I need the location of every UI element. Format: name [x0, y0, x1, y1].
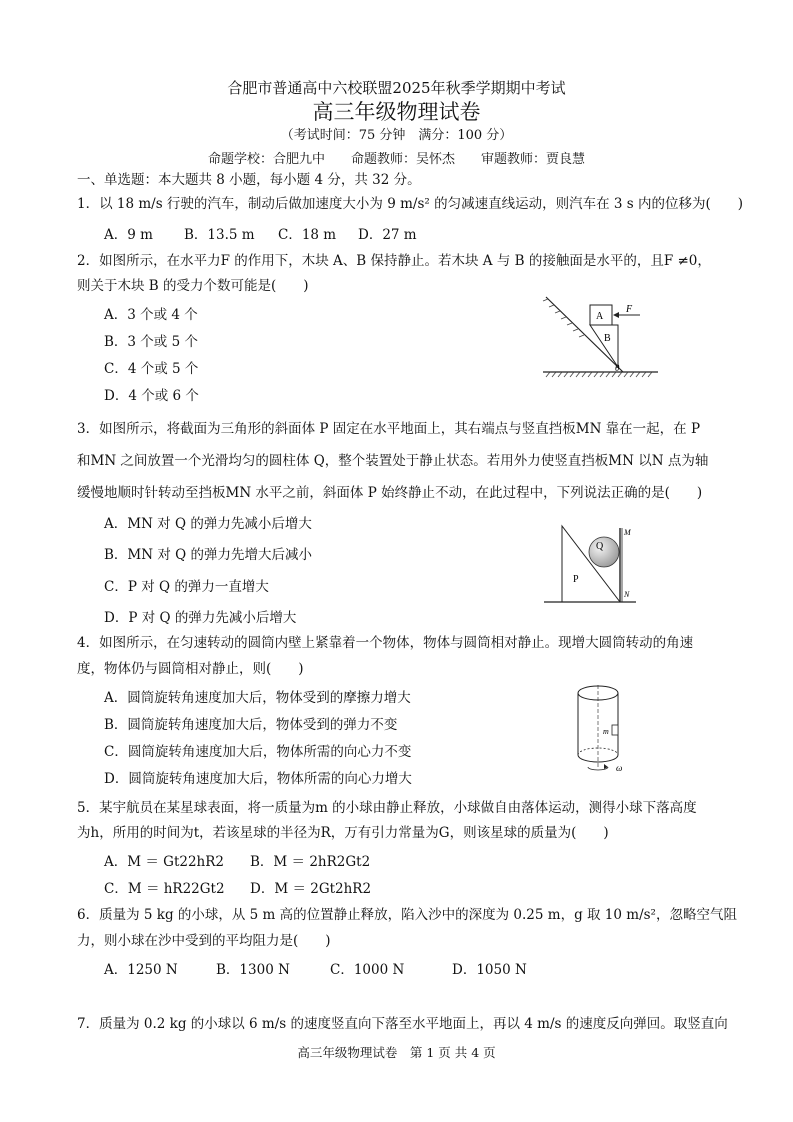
q2-label-b: B: [604, 333, 611, 344]
exam-title-line2: 高三年级物理试卷: [312, 100, 481, 124]
q2-label-a: A: [596, 311, 604, 322]
q3-label-m: M: [624, 528, 631, 537]
q4-option-b: B．圆筒旋转角速度加大后，物体受到的弹力不变: [104, 717, 398, 733]
q7-stem-line1: 7．质量为 0.2 kg 的小球以 6 m/s 的速度竖直向下落至水平地面上，再以 4 m/s 的速度反向弹回。取竖直向: [77, 1016, 728, 1032]
q3-label-q: Q: [596, 541, 604, 552]
q4-stem-line2: 度，物体仍与圆筒相对静止，则( ): [77, 661, 304, 677]
q1-option-c: C．18 m: [278, 227, 337, 243]
q4-option-c: C．圆筒旋转角速度加大后，物体所需的向心力不变: [104, 744, 412, 760]
q6-option-d: D．1050 N: [452, 962, 527, 978]
exam-info: （考试时间：75 分钟 满分：100 分）: [280, 128, 513, 143]
q1-stem: 1．以 18 m/s 行驶的汽车，制动后做加速度大小为 9 m/s² 的匀减速直线运动，则汽车在 3 s 内的位移为( ): [77, 196, 743, 212]
q4-stem-line1: 4．如图所示，在匀速转动的圆筒内壁上紧靠着一个物体，物体与圆筒相对静止。现增大圆筒转动的角速: [77, 635, 694, 651]
q3-label-n: N: [624, 590, 630, 599]
q3-cylinder-q: [589, 537, 619, 567]
q2-force-arrowhead: [613, 312, 619, 318]
q3-figure: [540, 522, 640, 608]
q2-option-b: B．3 个或 5 个: [104, 334, 198, 350]
q1-option-a: A．9 m: [104, 227, 153, 243]
q2-stem-line1: 2．如图所示，在水平力F 的作用下，木块 A、B 保持静止。若木块 A 与 B 的接触面是水平的，且F ≠0，: [77, 253, 711, 269]
q6-stem-line1: 6．质量为 5 kg 的小球，从 5 m 高的位置静止释放，陷入沙中的深度为 0.25 m，g 取 10 m/s²，忽略空气阻: [77, 907, 737, 923]
q6-option-c: C．1000 N: [330, 962, 405, 978]
exam-title-line1: 合肥市普通高中六校联盟2025年秋季学期期中考试: [227, 79, 566, 97]
q5-option-c: C．M ＝ hR22Gt2: [104, 881, 225, 897]
q5-stem-line1: 5．某宇航员在某星球表面，将一质量为m 的小球由静止释放，小球做自由落体运动，测得小球下落高度: [77, 800, 697, 816]
q5-stem-line2: 为h，所用的时间为t，若该星球的半径为R，万有引力常量为G，则该星球的质量为( ): [77, 825, 609, 841]
q2-block-b: [590, 325, 618, 367]
q5-option-d: D．M ＝ 2Gt2hR2: [250, 881, 372, 897]
section-heading: 一、单选题：本大题共 8 小题，每小题 4 分，共 32 分。: [77, 172, 421, 188]
q2-incline-hatch: [543, 299, 584, 337]
q4-option-d: D．圆筒旋转角速度加大后，物体所需的向心力增大: [104, 771, 412, 787]
q2-ground-hatch: [546, 372, 652, 377]
q3-option-d: D．P 对 Q 的弹力先减小后增大: [104, 610, 297, 626]
q3-option-c: C．P 对 Q 的弹力一直增大: [104, 579, 269, 595]
q2-option-d: D．4 个或 6 个: [104, 388, 199, 404]
q1-option-b: B．13.5 m: [184, 227, 255, 243]
q4-label-omega: ω: [616, 763, 623, 773]
page-footer: 高三年级物理试卷 第 1 页 共 4 页: [297, 1045, 496, 1060]
q2-option-a: A．3 个或 4 个: [104, 307, 198, 323]
q3-stem-line2: 和MN 之间放置一个光滑均匀的圆柱体 Q，整个装置处于静止状态。若用外力使竖直挡板MN 以N 点为轴: [77, 453, 709, 469]
q3-option-b: B．MN 对 Q 的弹力先增大后减小: [104, 547, 312, 563]
q4-figure: [572, 681, 642, 781]
exam-setters: 命题学校：合肥九中 命题教师：吴怀杰 审题教师：贾良慧: [207, 152, 585, 167]
q1-option-d: D．27 m: [358, 227, 417, 243]
q3-stem-line3: 缓慢地顺时针转动至挡板MN 水平之前，斜面体 P 始终静止不动，在此过程中，下列说法正确的是( ): [77, 485, 703, 501]
q2-option-c: C．4 个或 5 个: [104, 361, 199, 377]
q3-option-a: A．MN 对 Q 的弹力先减小后增大: [104, 516, 312, 532]
q2-stem-line2: 则关于木块 B 的受力个数可能是( ): [77, 278, 309, 294]
q2-label-theta: θ: [615, 363, 620, 373]
q6-option-b: B．1300 N: [216, 962, 290, 978]
q6-option-a: A．1250 N: [104, 962, 178, 978]
q2-label-f: F: [626, 304, 633, 315]
q4-option-a: A．圆筒旋转角速度加大后，物体受到的摩擦力增大: [104, 690, 411, 706]
q6-stem-line2: 力，则小球在沙中受到的平均阻力是( ): [77, 933, 331, 949]
q4-label-m: m: [603, 727, 609, 736]
q2-figure: [538, 295, 663, 380]
q3-stem-line1: 3．如图所示，将截面为三角形的斜面体 P 固定在水平地面上，其右端点与竖直挡板MN 靠在一起，在 P: [77, 421, 701, 437]
q5-option-a: A．M ＝ Gt22hR2: [104, 854, 224, 870]
q4-object-m: [612, 725, 618, 735]
q5-option-b: B．M ＝ 2hR2Gt2: [250, 854, 371, 870]
q3-label-p: P: [573, 574, 579, 585]
